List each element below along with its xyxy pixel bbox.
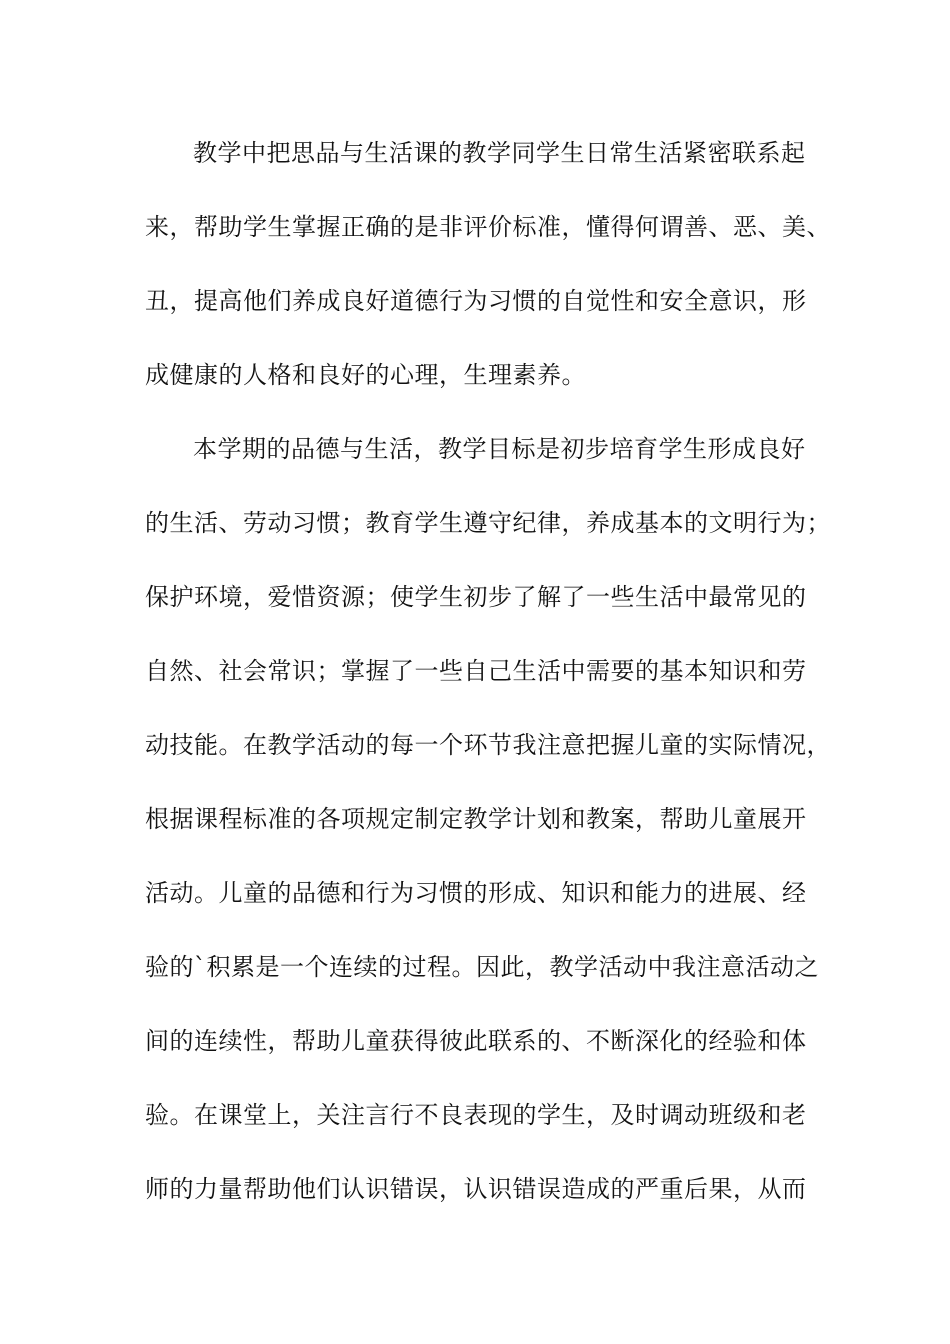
paragraph-2-line-6: 根据课程标准的各项规定制定教学计划和教案，帮助儿童展开	[145, 805, 807, 833]
paragraph-1-line-2: 来，帮助学生掌握正确的是非评价标准，懂得何谓善、恶、美、	[145, 213, 831, 241]
paragraph-1-line-3: 丑，提高他们养成良好道德行为习惯的自觉性和安全意识，形	[145, 287, 807, 315]
paragraph-2-line-5: 动技能。在教学活动的每一个环节我注意把握儿童的实际情况，	[145, 731, 831, 759]
paragraph-2-line-9: 间的连续性，帮助儿童获得彼此联系的、不断深化的经验和体	[145, 1027, 807, 1055]
paragraph-2-line-3: 保护环境，爱惜资源；使学生初步了解了一些生活中最常见的	[145, 583, 807, 611]
paragraph-1-line-4: 成健康的人格和良好的心理，生理素养。	[145, 361, 586, 389]
paragraph-1-line-1: 教学中把思品与生活课的教学同学生日常生活紧密联系起	[193, 139, 806, 167]
paragraph-2-line-10: 验。在课堂上，关注言行不良表现的学生，及时调动班级和老	[145, 1101, 807, 1129]
paragraph-2-line-2: 的生活、劳动习惯；教育学生遵守纪律，养成基本的文明行为；	[145, 509, 831, 537]
paragraph-2-line-7: 活动。儿童的品德和行为习惯的形成、知识和能力的进展、经	[145, 879, 807, 907]
paragraph-2-line-8: 验的`积累是一个连续的过程。因此，教学活动中我注意活动之	[145, 953, 819, 981]
paragraph-2-line-11: 师的力量帮助他们认识错误，认识错误造成的严重后果，从而	[145, 1175, 807, 1203]
paragraph-2-line-1: 本学期的品德与生活，教学目标是初步培育学生形成良好	[193, 435, 806, 463]
paragraph-2-line-4: 自然、社会常识；掌握了一些自己生活中需要的基本知识和劳	[145, 657, 807, 685]
